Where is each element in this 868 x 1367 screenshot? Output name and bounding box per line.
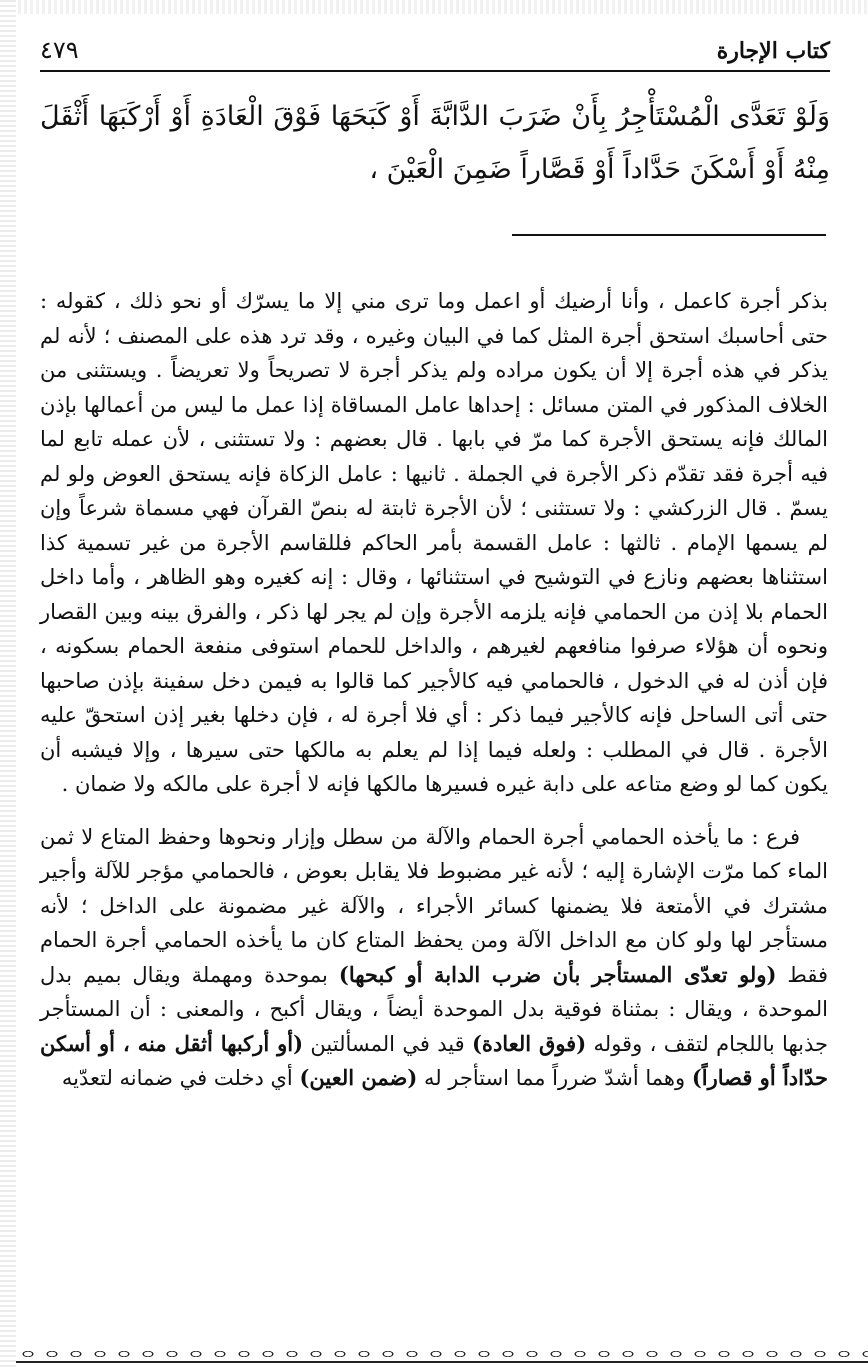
- matn-quote-4: (ضمن العين): [299, 1065, 418, 1090]
- commentary-paragraph-1: بذكر أجرة كاعمل ، وأنا أرضيك أو اعمل وما ترى مني إلا ما يسرّك أو نحو ذلك ، كقوله : حتى أحاسبك استحق أجرة المثل كما في البيان وغيره ، وقد ترد هذه على المصنف ؛ لأنه لم يذكر في هذه أجرة إلا أن يكون مراده ولم يذكر أجرة لا تصريحاً ولا تعريضاً . ويستثنى من الخلاف المذكور في المتن مسائل : إحداها عامل المساقاة إذا عمل ما ليس من أعمالها بإذن المالك فإنه يستحق الأجرة كما مرّ في بابها . قال بعضهم : ولا تستثنى ، لأن عمله تابع لما فيه أجرة فقد تقدّم ذكر الأجرة في الجملة . ثانيها : عامل الزكاة فإنه يستحق العوض ولو لم يسمّ . قال الزركشي : ولا تستثنى ؛ لأن الأجرة ثابتة له بنصّ القرآن فهي مسماة شرعاً وإن لم يسمها الإمام . ثالثها : عامل القسمة بأمر الحاكم فللقاسم الأجرة من غير تسمية كذا استثناها بعضهم ونازع في التوشيح في استثنائها ، وقال : إنه كغيره وهو الظاهر ، وأما داخل الحمام بلا إذن من الحمامي فإنه يلزمه الأجرة وإن لم يجر لها ذكر ، والفرق بينه وبين القصار ونحوه أن هؤلاء صرفوا منافعهم لغيرهم ، والداخل للحمام استوفى منفعة الحمام بسكونه ، فإن أذن له في الدخول ، فالحمامي فيه كالأجير كما قالوا به فيمن دخل سفينة بإذن صاحبها حتى أتى الساحل فإنه كالأجير فيما ذكر : أي فلا أجرة له ، فإن دخلها بغير إذن استحقّ عليه الأجرة . قال في المطلب : ولعله فيما إذا لم يعلم به مالكها حتى سيرها ، وإلا فيشبه أن يكون كما لو وضع متاعه على دابة غيره فسيرها مالكها فإنه لا أجرة على مالكه ولا ضمان .: [40, 289, 828, 796]
- page-number: ٤٧٩: [40, 36, 79, 64]
- scan-edge-left: [0, 0, 16, 1367]
- main-text-matn: وَلَوْ تَعَدَّى الْمُسْتَأْجِرُ بِأَنْ ضَرَبَ الدَّابَّةَ أَوْ كَبَحَهَا فَوْقَ الْعَادَةِ أَوْ أَرْكَبَهَا أَثْقَلَ مِنْهُ أَوْ أَسْكَنَ حَدَّاداً أَوْ قَصَّاراً ضَمِنَ الْعَيْنَ ،: [40, 101, 830, 185]
- paragraph-2-text-a: فرع : ما يأخذه الحمامي أجرة الحمام والآلة من سطل وإزار ونحوها وحفظ المتاع لا ثمن الماء كما مرّت الإشارة إليه ؛ لأنه غير مضبوط فلا يقابل بعوض ، فالحمامي مؤجر للآلة وأجير مشترك في الأمتعة فلا يضمنها كسائر الأجراء ، والآلة غير مضمونة على الداخل ؛ لأنه مستأجر لها ولو كان مع الداخل الآلة ومن يحفظ المتاع كان ما يأخذه الحمامي أجرة الحمام فقط: [40, 824, 829, 987]
- header-rule: [40, 70, 830, 72]
- running-head-title: كتاب الإجارة: [716, 38, 830, 64]
- matn-quote-2: (فوق العادة): [472, 1030, 587, 1056]
- paragraph-2-text-d: وهما أشدّ ضرراً مما استأجر له: [423, 1066, 686, 1090]
- scan-edge-top: [0, 0, 868, 14]
- matn-quote-3: (أو أركبها أثقل منه ، أو أسكن حدّاداً أو قصاراً): [40, 1030, 828, 1090]
- bottom-ornament-line: [16, 1361, 868, 1363]
- page-header: [40, 26, 830, 68]
- commentary-sharh: [40, 284, 828, 1096]
- paragraph-2-text-e: أي دخلت في ضمانه لتعدّيه: [61, 1066, 293, 1090]
- matn-divider: [512, 234, 826, 236]
- paragraph-2-text-c: قيد في المسألتين: [310, 1031, 465, 1056]
- matn-quote-1: (ولو تعدّى المستأجر بأن ضرب الدابة أو كبحها): [338, 961, 777, 987]
- paragraph-2-text-b: بموحدة ومهملة ويقال بميم بدل الموحدة ، ويقال : بمثناة فوقية بدل الموحدة أيضاً ، ويقال أكبح ، والمعنى : أن المستأجر جذبها باللجام لتقف ، وقوله: [40, 962, 828, 1056]
- commentary-paragraph-2: [40, 820, 828, 1096]
- bottom-ornament-border: [16, 1348, 868, 1360]
